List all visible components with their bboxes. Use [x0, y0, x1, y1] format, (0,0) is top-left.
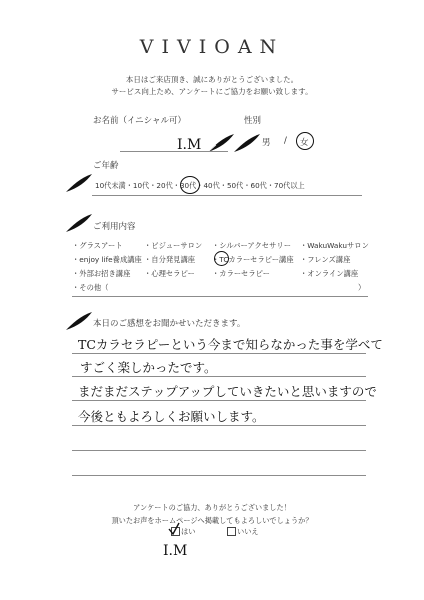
- checkmark-icon: [167, 522, 181, 536]
- usage-option: ・フレンズ講座: [300, 255, 351, 264]
- logo-text: VIVIOAN: [139, 36, 285, 58]
- gender-male: 男: [262, 138, 271, 148]
- quill-icon: [64, 172, 94, 194]
- quill-icon: [64, 310, 94, 332]
- impression-label: 本日のご感想をお聞かせいただきます。: [93, 319, 246, 329]
- age-options: 10代未満・10代・20代・30代・40代・50代・60代・70代以上: [95, 181, 305, 190]
- gender-label: 性別: [244, 116, 262, 126]
- usage-option: ・ビジューサロン: [144, 241, 203, 250]
- usage-option: ・外部お招き講座: [72, 269, 131, 278]
- impression-text: 今後ともよろしくお願いします。: [78, 409, 265, 424]
- usage-option: ・心理セラピー: [144, 269, 195, 278]
- usage-option: ・TCカラーセラピー講座: [212, 255, 294, 264]
- impression-text: すごく楽しかったです。: [80, 360, 217, 375]
- signature: I.M: [163, 543, 188, 559]
- usage-option: ・カラーセラピー: [212, 269, 270, 278]
- usage-option: ・enjoy life養成講座: [72, 255, 142, 264]
- usage-option: ・WakuWakuサロン: [300, 241, 369, 250]
- footer-thanks: アンケートのご協力、ありがとうございました！: [133, 503, 291, 512]
- intro-line-1: 本日はご来店頂き、誠にありがとうございました。: [125, 75, 299, 84]
- yes-label: はい: [181, 527, 196, 536]
- name-value: I.M: [177, 137, 202, 153]
- ruled-line: [72, 353, 366, 354]
- impression-text: まだまだステップアップしていきたいと思いますので: [78, 384, 377, 399]
- name-underline: [120, 151, 228, 152]
- usage-other-label: ・その他（: [72, 283, 109, 292]
- gender-separator: /: [284, 136, 287, 146]
- usage-option: ・グラスアート: [72, 241, 123, 250]
- ruled-line: [72, 450, 366, 451]
- usage-option: ・自分発見講座: [144, 255, 196, 264]
- quill-icon: [64, 212, 94, 234]
- impression-text: TCカラセラピーという今まで知らなかった事を学べて: [78, 337, 383, 352]
- usage-option: ・オンライン講座: [300, 269, 359, 278]
- intro-line-2: サービス向上ため、アンケートにご協力をお願い致します。: [111, 87, 313, 96]
- age-selected-circle: [180, 176, 200, 194]
- ruled-line: [72, 376, 366, 377]
- usage-underline: [72, 296, 368, 297]
- quill-icon: [232, 132, 262, 154]
- usage-other-close: ）: [358, 283, 366, 292]
- usage-option: ・シルバーアクセサリー: [212, 241, 291, 250]
- gender-selected-circle: [296, 132, 314, 150]
- age-label: ご年齢: [93, 161, 119, 171]
- age-underline: [92, 195, 362, 196]
- ruled-line: [72, 475, 366, 476]
- usage-label: ご利用内容: [93, 222, 136, 232]
- ruled-line: [72, 425, 366, 426]
- footer-question: 頂いたお声をホームページへ掲載してもよろしいでしょうか？: [111, 516, 313, 525]
- name-label: お名前（イニシャル可）: [93, 116, 186, 126]
- no-checkbox[interactable]: [227, 527, 236, 536]
- no-label: いいえ: [237, 527, 259, 536]
- gender-female: 女: [300, 138, 309, 148]
- ruled-line: [72, 400, 366, 401]
- usage-selected-circle: [214, 251, 229, 266]
